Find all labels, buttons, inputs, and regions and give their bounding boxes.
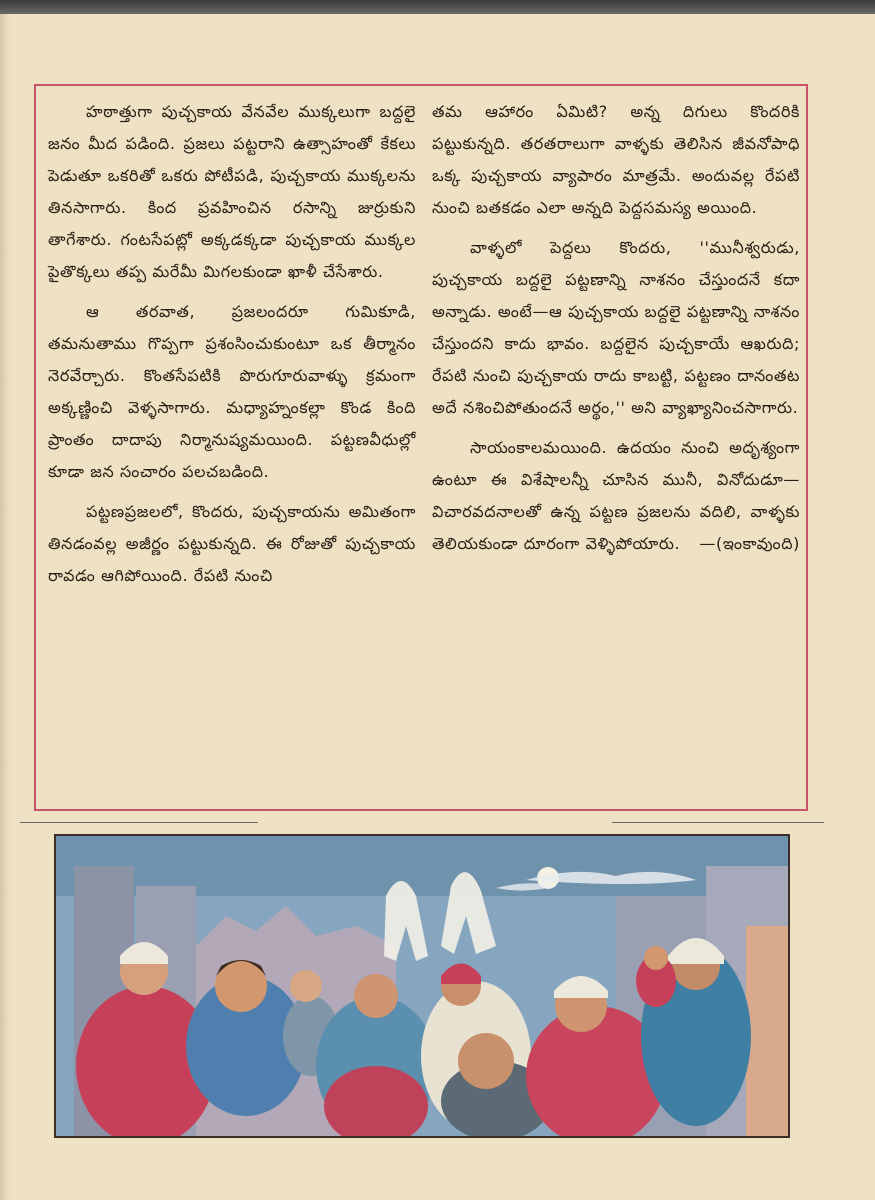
page-top-edge (0, 0, 875, 14)
paragraph: ఆ తరవాత, ప్రజలందరూ గుమికూడి, తమనుతాము గొప్పగా ప్రశంసించుకుంటూ ఒక తీర్మానం నెరవేర్చారు. కొంతసేపటికి పొరుగూరువాళ్ళు క్రమంగా అక్కణ్ణించి వెళ్ళసాగారు. మధ్యాహ్నంకల్లా కొండ కింది ప్రాంతం దాదాపు నిర్మానుష్యమయింది. పట్టణవీధుల్లో కూడా జన సంచారం పలచబడింది. (48, 302, 416, 481)
right-text-column (432, 96, 800, 568)
divider-rule (20, 822, 258, 823)
continued-label: —(ఇంకావుంది) (699, 534, 800, 553)
paragraph: సాయంకాలమయింది. ఉదయం నుంచి అదృశ్యంగా ఉంటూ ఈ విశేషాలన్నీ చూసిన మునీ, వినోదుడూ— విచారవదనాలతో ఉన్న పట్టణ ప్రజలను వదిలి, వాళ్ళకు తెలియకుండా దూరంగా వెళ్ళిపోయారు. (432, 438, 800, 553)
story-text-frame (34, 84, 808, 811)
paragraph: వాళ్ళలో పెద్దలు కొందరు, ''మునీశ్వరుడు, పుచ్చకాయ బద్దలై పట్టణాన్ని నాశనం చేస్తుందనే కదా అన్నాడు. అంటే—ఆ పుచ్చకాయ బద్దలై పట్టణాన్ని నాశనం చేస్తుందని కాదు భావం. బద్దలైన పుచ్చకాయే ఆఖరుది; రేపటి నుంచి పుచ్చకాయ రాదు కాబట్టి, పట్టణం దానంతట అదే నశించిపోతుందనే అర్థం,'' అని వ్యాఖ్యానించసాగారు. (432, 238, 800, 417)
page-shadow (0, 14, 10, 1200)
paragraph: తమ ఆహారం ఏమిటి? అన్న దిగులు కొందరికి పట్టుకున్నది. తరతరాలుగా వాళ్ళకు తెలిసిన జీవనోపాధి ఒక్క పుచ్చకాయ వ్యాపారం మాత్రమే. అందువల్ల రేపటి నుంచి బతకడం ఎలా అన్నది పెద్దసమస్య అయింది. (432, 102, 800, 217)
paragraph: పట్టణప్రజలలో, కొందరు, పుచ్చకాయను అమితంగా తినడంవల్ల అజీర్ణం పట్టుకున్నది. ఈ రోజుతో పుచ్చకాయ రావడం ఆగిపోయింది. రేపటి నుంచి (48, 502, 416, 585)
divider-rule (612, 822, 824, 823)
paragraph: హఠాత్తుగా పుచ్చకాయ వేనవేల ముక్కలుగా బద్దలై జనం మీద పడింది. ప్రజలు పట్టరాని ఉత్సాహంతో కేకలు పెడుతూ ఒకరితో ఒకరు పోటీపడి, పుచ్చకాయ ముక్కలను తినసాగారు. కింద ప్రవహించిన రసాన్ని జుర్రుకుని తాగేశారు. గంటసేపట్లో అక్కడక్కడా పుచ్చకాయ ముక్కల పైతొక్కలు తప్ప మరేమీ మిగలకుండా ఖాళీ చేసేశారు. (48, 102, 416, 281)
left-text-column (48, 96, 416, 600)
story-illustration (54, 834, 790, 1138)
crowd-illustration (56, 836, 788, 1136)
